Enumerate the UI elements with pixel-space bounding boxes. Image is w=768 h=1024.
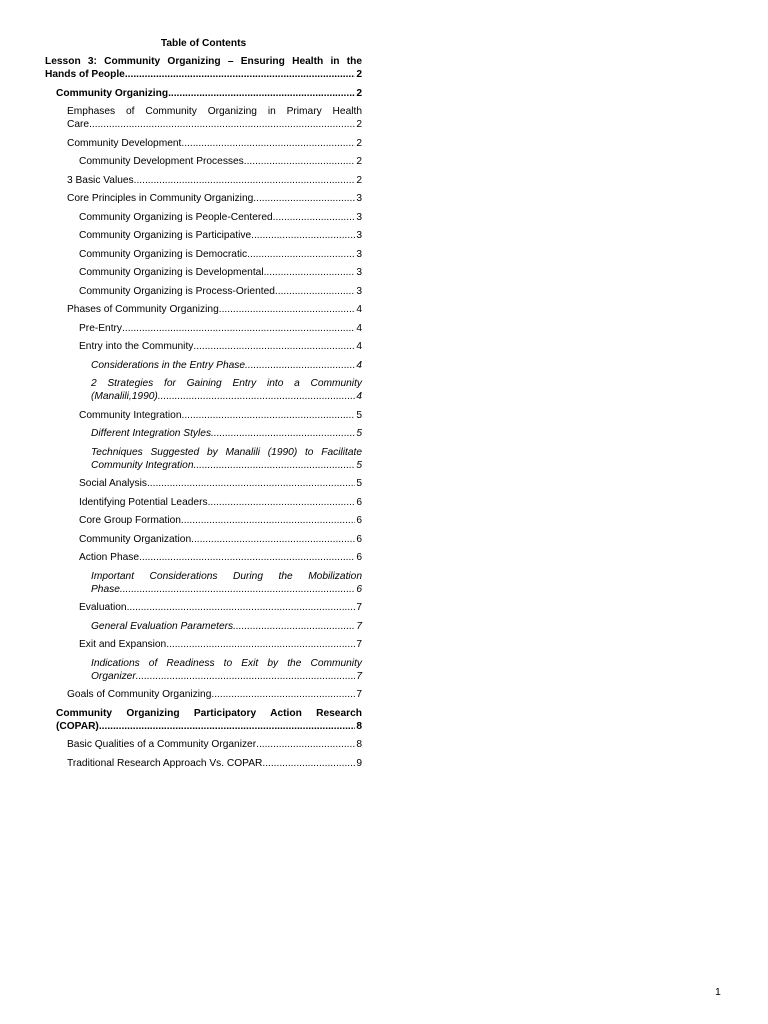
- toc-entry-page: 7: [356, 670, 362, 682]
- toc-entry[interactable]: [67, 303, 362, 316]
- toc-entry-page: 6: [356, 533, 362, 545]
- toc-entry-title: Considerations in the Entry Phase: [91, 359, 246, 371]
- dot-leader: [158, 390, 356, 403]
- toc-entry-page: 3: [356, 248, 362, 260]
- toc-entry-title: Community Integration: [91, 459, 194, 471]
- dot-leader: [275, 285, 355, 298]
- toc-entry-row: [79, 409, 362, 422]
- toc-entry-title: Care: [67, 119, 90, 130]
- toc-entry-page: 8: [356, 720, 362, 732]
- dot-leader: [191, 533, 355, 546]
- toc-entry-title: Goals of Community Organizing: [67, 689, 212, 700]
- toc-entry-page: 5: [356, 478, 362, 489]
- dot-leader: [181, 137, 355, 150]
- toc-entry-page: 5: [356, 428, 362, 439]
- toc-entry-row: [79, 322, 362, 335]
- toc-entry[interactable]: [79, 248, 362, 261]
- toc-entry-title: Community Organizing is Participative: [79, 230, 252, 241]
- dot-leader: [182, 409, 356, 422]
- toc-entry-page: 7: [356, 620, 362, 632]
- toc-entry-title: Community Integration: [79, 409, 182, 421]
- toc-entry-title: Different Integration Styles: [91, 428, 212, 439]
- dot-leader: [253, 192, 355, 205]
- toc-entry[interactable]: [91, 359, 362, 372]
- dot-leader: [251, 229, 355, 242]
- dot-leader: [245, 359, 355, 372]
- toc-entries: [45, 55, 362, 770]
- toc-entry-page: 2: [356, 174, 362, 186]
- toc-entry-title: Community Development Processes: [79, 156, 244, 167]
- dot-leader: [127, 601, 356, 614]
- dot-leader: [125, 68, 356, 81]
- toc-entry-row: [56, 87, 362, 100]
- toc-entry-page: 4: [356, 341, 362, 352]
- toc-entry[interactable]: [79, 340, 362, 353]
- toc-entry-page: 9: [356, 757, 362, 769]
- dot-leader: [273, 211, 356, 224]
- toc-entry-title: Phases of Community Organizing: [67, 304, 219, 315]
- toc-entry-page: 7: [356, 639, 362, 650]
- toc-entry-title: Hands of People: [45, 69, 125, 80]
- toc-title: Table of Contents: [160, 38, 247, 49]
- dot-leader: [211, 427, 355, 440]
- toc-entry-page: 3: [356, 267, 362, 278]
- dot-leader: [147, 477, 355, 490]
- dot-leader: [233, 620, 355, 633]
- dot-leader: [166, 638, 355, 651]
- toc-entry[interactable]: [79, 322, 362, 335]
- toc-entry-title: Traditional Research Approach Vs. COPAR: [67, 757, 263, 769]
- toc-entry[interactable]: [91, 427, 362, 440]
- toc-entry[interactable]: [79, 266, 362, 279]
- toc-entry-row: [67, 137, 362, 150]
- dot-leader: [139, 551, 355, 564]
- toc-entry[interactable]: [67, 105, 362, 131]
- toc-entry-row: [79, 211, 362, 224]
- toc-entry-page: 5: [356, 459, 362, 471]
- toc-entry-page: 3: [356, 211, 362, 223]
- dot-leader: [181, 514, 355, 527]
- toc-entry-row: [45, 68, 362, 81]
- toc-entry-row: [91, 459, 362, 472]
- toc-entry-page: 7: [356, 689, 362, 700]
- toc-entry-title: Community Organizing is People-Centered: [79, 211, 273, 223]
- toc-entry-page: 2: [356, 137, 362, 149]
- toc-entry-row: [79, 229, 362, 242]
- toc-entry-page: 4: [356, 359, 362, 371]
- toc-entry-row: [67, 738, 362, 751]
- toc-entry-row: [79, 340, 362, 353]
- toc-entry-row: [67, 688, 362, 701]
- toc-entry-title-line: Indications of Readiness to Exit by the Community: [91, 657, 362, 669]
- dot-leader: [262, 757, 355, 770]
- dot-leader: [264, 266, 356, 279]
- dot-leader: [99, 720, 356, 733]
- toc-entry[interactable]: [91, 377, 362, 403]
- toc-entry-row: [91, 583, 362, 596]
- toc-entry-title: Core Group Formation: [79, 515, 181, 526]
- toc-entry-title-line: Lesson 3: Community Organizing – Ensuring Health in the: [45, 56, 362, 67]
- toc-entry-row: [79, 601, 362, 614]
- toc-entry-row: [91, 359, 362, 372]
- toc-entry-title: Core Principles in Community Organizing: [67, 193, 254, 204]
- toc-entry[interactable]: [79, 229, 362, 242]
- toc-entry-title-line: Important Considerations During the Mobilization: [91, 570, 362, 582]
- toc-entry-row: [67, 174, 362, 187]
- toc-entry-page: 7: [356, 602, 362, 613]
- toc-entry-title: Evaluation: [79, 602, 127, 613]
- toc-entry-title: Basic Qualities of a Community Organizer: [67, 739, 257, 750]
- toc-entry[interactable]: [79, 155, 362, 168]
- toc-entry-title: Community Organizing is Developmental: [79, 267, 264, 278]
- toc-entry-title-line: Techniques Suggested by Manalili (1990) to Facilitate: [91, 446, 362, 458]
- toc-entry-row: [91, 390, 362, 403]
- toc-entry-title-line: Emphases of Community Organizing in Primary Health: [67, 106, 362, 117]
- toc-entry-title: Community Organizing is Process-Oriented: [79, 285, 275, 297]
- toc-entry-title-line: Community Organizing Participatory Action Research: [56, 707, 362, 719]
- dot-leader: [211, 688, 355, 701]
- toc-entry-title-line: 2 Strategies for Gaining Entry into a Community: [91, 378, 362, 389]
- toc-entry[interactable]: [91, 657, 362, 683]
- toc-entry-row: [79, 551, 362, 564]
- toc-entry-title: General Evaluation Parameters: [91, 620, 234, 632]
- toc-entry-row: [79, 514, 362, 527]
- dot-leader: [244, 155, 356, 168]
- dot-leader: [208, 496, 356, 509]
- toc-entry-row: [91, 670, 362, 683]
- toc-entry-row: [67, 303, 362, 316]
- toc-entry[interactable]: [67, 192, 362, 205]
- dot-leader: [194, 459, 356, 472]
- dot-leader: [122, 322, 355, 335]
- toc-entry[interactable]: [67, 688, 362, 701]
- toc-entry-page: 3: [356, 285, 362, 297]
- toc-entry-row: [56, 720, 362, 733]
- toc-entry-row: [67, 118, 362, 131]
- toc-entry-page: 4: [356, 322, 362, 334]
- dot-leader: [247, 248, 355, 261]
- toc-entry[interactable]: [79, 514, 362, 527]
- dot-leader: [134, 174, 356, 187]
- toc-entry[interactable]: [79, 496, 362, 509]
- toc-entry-page: 2: [356, 156, 362, 167]
- dot-leader: [136, 670, 356, 683]
- toc-entry-title: Social Analysis: [79, 478, 147, 489]
- toc-entry-row: [91, 620, 362, 633]
- toc-entry-page: 3: [356, 230, 362, 241]
- dot-leader: [256, 738, 355, 751]
- toc-entry-page: 2: [356, 119, 362, 130]
- toc-entry-page: 2: [356, 87, 362, 99]
- toc-entry-page: 6: [356, 583, 362, 595]
- dot-leader: [168, 87, 355, 100]
- toc-entry-title: Exit and Expansion: [79, 639, 167, 650]
- toc-entry-title: Organizer: [91, 670, 136, 682]
- table-of-contents: [45, 37, 362, 775]
- dot-leader: [89, 118, 355, 131]
- toc-entry[interactable]: [56, 87, 362, 100]
- toc-entry-page: 6: [356, 515, 362, 526]
- toc-entry-page: 4: [356, 304, 362, 315]
- toc-entry-page: 2: [356, 69, 362, 80]
- toc-entry-title: Phase: [91, 583, 120, 595]
- toc-entry-row: [67, 757, 362, 770]
- toc-entry[interactable]: [79, 477, 362, 490]
- toc-entry[interactable]: [67, 757, 362, 770]
- toc-entry-row: [79, 155, 362, 168]
- toc-entry-title: Community Development: [67, 137, 182, 149]
- toc-entry[interactable]: [79, 551, 362, 564]
- toc-entry-row: [79, 496, 362, 509]
- toc-entry-row: [79, 248, 362, 261]
- toc-entry[interactable]: [79, 533, 362, 546]
- toc-entry-title: (Manalili,1990): [91, 391, 158, 402]
- toc-entry-title: Action Phase: [79, 552, 140, 563]
- toc-entry[interactable]: [79, 409, 362, 422]
- toc-entry-title: Community Organizing is Democratic: [79, 248, 248, 260]
- toc-entry[interactable]: [79, 601, 362, 614]
- toc-entry[interactable]: [79, 285, 362, 298]
- toc-entry[interactable]: [67, 738, 362, 751]
- page-number: 1: [715, 986, 721, 998]
- toc-entry-title: Community Organizing: [56, 87, 169, 99]
- toc-entry[interactable]: [56, 707, 362, 733]
- toc-entry-page: 3: [356, 193, 362, 204]
- toc-entry[interactable]: [91, 620, 362, 633]
- toc-entry[interactable]: [45, 55, 362, 81]
- toc-entry-page: 5: [356, 409, 362, 421]
- toc-entry-page: 8: [356, 739, 362, 750]
- toc-entry-title: Entry into the Community: [79, 341, 194, 352]
- toc-entry-row: [79, 285, 362, 298]
- toc-entry-row: [79, 266, 362, 279]
- toc-entry-title: Pre-Entry: [79, 322, 123, 334]
- dot-leader: [120, 583, 355, 596]
- toc-entry-title: (COPAR): [56, 720, 99, 732]
- toc-entry[interactable]: [79, 211, 362, 224]
- toc-entry-row: [91, 427, 362, 440]
- toc-entry-row: [79, 477, 362, 490]
- toc-entry-page: 6: [356, 496, 362, 508]
- toc-entry-page: 6: [356, 552, 362, 563]
- toc-entry-title: Identifying Potential Leaders: [79, 496, 208, 508]
- dot-leader: [193, 340, 355, 353]
- toc-entry[interactable]: [91, 446, 362, 472]
- toc-entry[interactable]: [67, 137, 362, 150]
- toc-entry-row: [67, 192, 362, 205]
- toc-entry-title: 3 Basic Values: [67, 174, 134, 186]
- dot-leader: [219, 303, 356, 316]
- toc-entry-row: [79, 638, 362, 651]
- toc-entry[interactable]: [67, 174, 362, 187]
- toc-entry[interactable]: [79, 638, 362, 651]
- toc-entry[interactable]: [91, 570, 362, 596]
- toc-entry-title: Community Organization: [79, 533, 192, 545]
- toc-entry-page: 4: [356, 391, 362, 402]
- toc-entry-row: [79, 533, 362, 546]
